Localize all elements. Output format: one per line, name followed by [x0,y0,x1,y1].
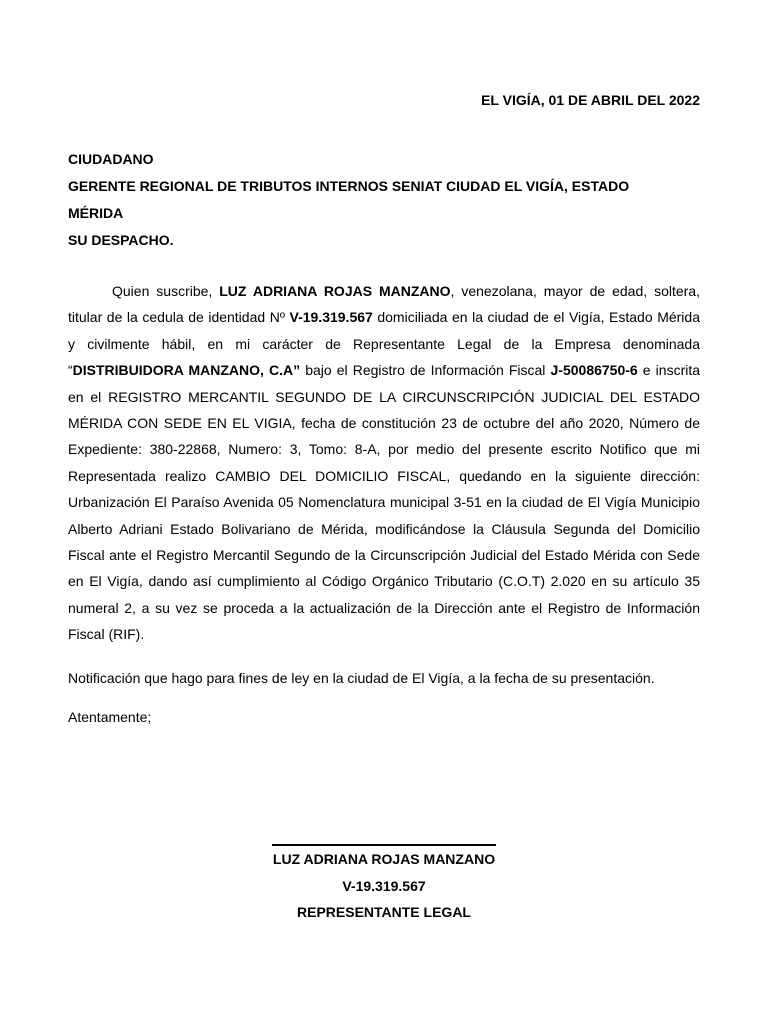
addressee-state: MÉRIDA [68,205,124,221]
company-rif: J-50086750-6 [550,362,638,379]
signer-id: V-19.319.567 [289,309,373,326]
body-text: e inscrita en el REGISTRO MERCANTIL SEGUNDO DE LA CIRCUNSCRIPCIÓN JUDICIAL DEL ESTADO MÉRIDA CON SEDE EN EL VIGIA, fecha de constitución 23 de octubre del año 2020, Número de Expediente: 380-22868, Numero: 3, Tomo: 8-A, por medio del presente escrito Notifico que mi Representada realizo CAMBIO DEL DOMICILIO FISCAL, quedando en la siguiente dirección: Urbanización El Paraíso Avenida 05 Nomenclatura municipal 3-51 en la ciudad de El Vigía Municipio Alberto Adriani Estado Bolivariano de Mérida, modificándose la Cláusula Segunda del Domicilio Fiscal ante el Registro Mercantil Segundo de la Circunscripción Judicial del Estado Mérida con Sede en El Vigía, dando así cumplimiento al Código Orgánico Tributario (C.O.T) 2.020 en su artículo 35 numeral 2, a su vez se proceda a la actualización de la Dirección ante el Registro de Información Fiscal (RIF). [68,362,701,643]
signature-line [272,828,496,846]
closing-line: Atentamente; [68,709,152,725]
notice-paragraph: Notificación que hago para fines de ley en la ciudad de El Vigía, a la fecha de su presentación. [68,670,655,686]
signature-id: V-19.319.567 [342,877,426,894]
addressee-title: CIUDADANO [68,151,154,167]
intro-text: Quien suscribe, [112,283,220,299]
body-text: , venezolana, mayor de edad, soltera, titular de la cedula de identidad Nº [68,283,700,326]
addressee-block [68,146,700,254]
signer-name: LUZ ADRIANA ROJAS MANZANO [219,283,451,299]
body-text: domiciliada en la ciudad de el Vigía, Estado Mérida y civilmente hábil, en mi carácter de Representante Legal de la Empresa denominada “ [68,309,700,379]
company-name: DISTRIBUIDORA MANZANO, C.A” [72,362,301,379]
body-text: bajo el Registro de Información Fiscal [300,362,551,379]
signature-block [68,828,700,926]
body-paragraph [68,278,700,648]
signature-name: LUZ ADRIANA ROJAS MANZANO [272,851,496,867]
addressee-despacho: SU DESPACHO. [68,232,174,248]
signature-role: REPRESENTANTE LEGAL [297,904,471,920]
addressee-position: GERENTE REGIONAL DE TRIBUTOS INTERNOS SENIAT CIUDAD EL VIGÍA, ESTADO [68,178,630,194]
date-line: EL VIGÍA, 01 DE ABRIL DEL 2022 [481,92,700,108]
